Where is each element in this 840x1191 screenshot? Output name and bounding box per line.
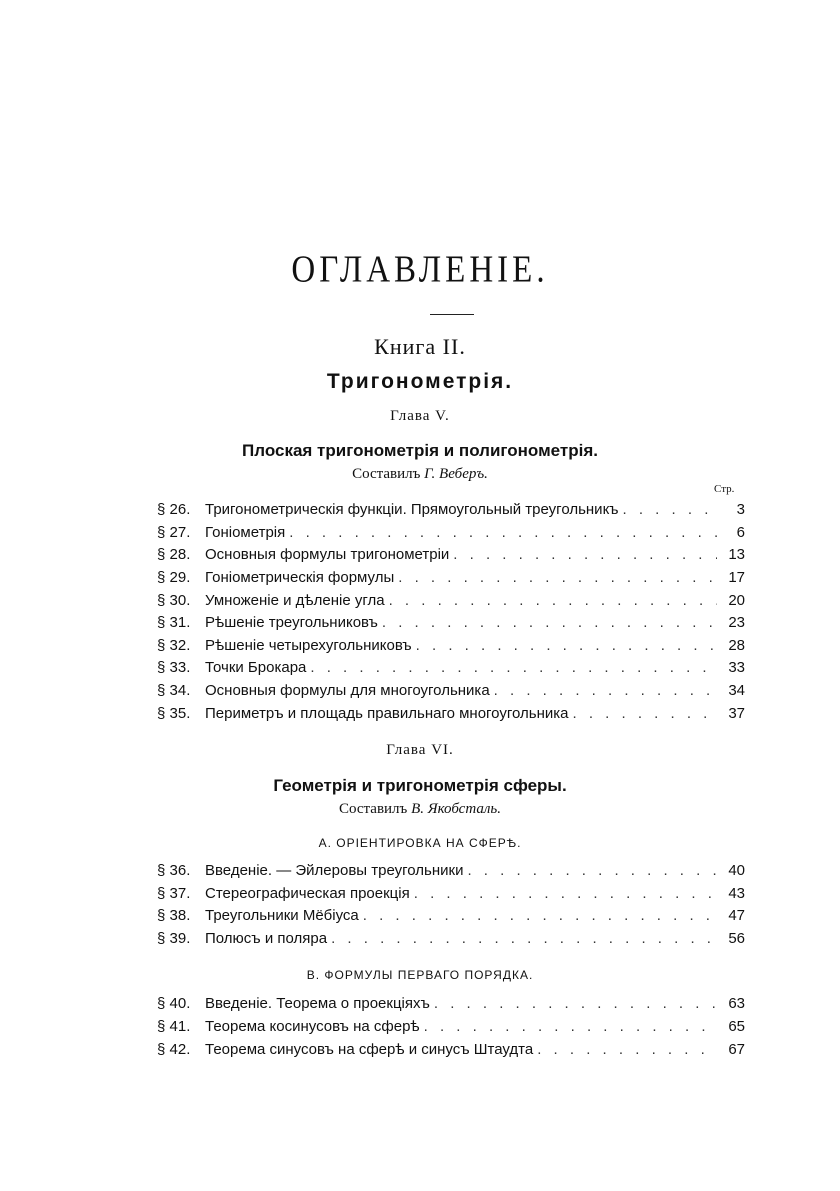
page-number: 17 (728, 569, 745, 586)
page-number: 40 (728, 862, 745, 879)
composer-prefix: Составилъ (352, 466, 421, 482)
toc-entry[interactable] (157, 614, 745, 636)
leader-dots (434, 995, 717, 1012)
section-title: Основныя формулы для многоугольника (205, 682, 490, 699)
page-number: 37 (728, 705, 745, 722)
leader-dots (398, 569, 717, 586)
toc-entry[interactable] (157, 592, 745, 614)
toc-entry[interactable] (157, 501, 745, 523)
page-number: 56 (728, 930, 745, 947)
leader-dots (623, 501, 717, 518)
toc-entry[interactable] (157, 705, 745, 727)
section-number: § 28. (157, 546, 191, 563)
section-number: § 41. (157, 1018, 191, 1035)
leader-dots (331, 930, 717, 947)
section-title: Тригонометрическія функціи. Прямоугольный треугольникъ (205, 501, 619, 518)
leader-dots (382, 614, 717, 631)
section-number: § 35. (157, 705, 191, 722)
subsection-title: В. ФОРМУЛЫ ПЕРВАГО ПОРЯДКА. (306, 968, 534, 982)
page-number: 3 (736, 501, 745, 518)
leader-dots (363, 907, 717, 924)
toc-entry[interactable] (157, 682, 745, 704)
chapter-label: Глава V. (390, 408, 450, 424)
composer-prefix: Составилъ (339, 801, 408, 817)
section-title: Рѣшеніе треугольниковъ (205, 614, 378, 631)
leader-dots (424, 1018, 717, 1035)
section-title: Рѣшеніе четырехугольниковъ (205, 637, 412, 654)
composer-line (0, 466, 840, 483)
chapter-title: Плоская тригонометрія и полигонометрія. (242, 441, 598, 460)
composer-name: В. Якобсталь. (411, 801, 501, 817)
page-number: 34 (728, 682, 745, 699)
chapter-title: Геометрія и тригонометрія сферы. (273, 776, 567, 795)
toc-entry[interactable] (157, 637, 745, 659)
section-title: Гоніометрія (205, 524, 286, 541)
page-number: 28 (728, 637, 745, 654)
page-number: 13 (728, 546, 745, 563)
section-number: § 40. (157, 995, 191, 1012)
leader-dots (310, 659, 717, 676)
toc-entry[interactable] (157, 907, 745, 929)
toc-entry[interactable] (157, 885, 745, 907)
section-number: § 34. (157, 682, 191, 699)
toc-entry[interactable] (157, 930, 745, 952)
section-number: § 37. (157, 885, 191, 902)
page-number: 6 (736, 524, 745, 541)
page-number: 63 (728, 995, 745, 1012)
leader-dots (537, 1041, 717, 1058)
composer-line (0, 801, 840, 818)
leader-dots (416, 637, 717, 654)
section-title: Основныя формулы тригонометріи (205, 546, 450, 563)
toc-entry[interactable] (157, 1018, 745, 1040)
page-number: 43 (728, 885, 745, 902)
section-number: § 29. (157, 569, 191, 586)
leader-dots (389, 592, 717, 609)
section-number: § 33. (157, 659, 191, 676)
section-number: § 30. (157, 592, 191, 609)
leader-dots (453, 546, 717, 563)
page-number: 47 (728, 907, 745, 924)
section-number: § 32. (157, 637, 191, 654)
section-number: § 26. (157, 501, 191, 518)
composer-name: Г. Веберъ. (424, 466, 488, 482)
chapter-label: Глава VI. (386, 742, 454, 758)
toc-entry[interactable] (157, 569, 745, 591)
section-title: Теорема синусовъ на сферѣ и синусъ Штаудта (205, 1041, 534, 1058)
page-number: 33 (728, 659, 745, 676)
section-title: Теорема косинусовъ на сферѣ (205, 1018, 420, 1035)
section-number: § 27. (157, 524, 191, 541)
section-title: Умноженіе и дѣленіе угла (205, 592, 385, 609)
section-title: Введеніе. — Эйлеровы треугольники (205, 862, 464, 879)
leader-dots (494, 682, 717, 699)
toc-entry[interactable] (157, 524, 745, 546)
section-title: Стереографическая проекція (205, 885, 410, 902)
page-number: 20 (728, 592, 745, 609)
leader-dots (572, 705, 717, 722)
toc-entry[interactable] (157, 546, 745, 568)
section-title: Полюсъ и поляра (205, 930, 328, 947)
toc-entry[interactable] (157, 1041, 745, 1063)
page-number: 23 (728, 614, 745, 631)
page-column-label: Стр. (714, 483, 735, 495)
book-label: Книга II. (374, 334, 466, 359)
leader-dots (414, 885, 717, 902)
toc-entry[interactable] (157, 659, 745, 681)
section-title: Треугольники Мёбіуса (205, 907, 359, 924)
section-number: § 31. (157, 614, 191, 631)
section-number: § 39. (157, 930, 191, 947)
section-title: Гоніометрическія формулы (205, 569, 395, 586)
page-number: 67 (728, 1041, 745, 1058)
section-title: Введеніе. Теорема о проекціяхъ (205, 995, 430, 1012)
section-number: § 42. (157, 1041, 191, 1058)
section-title: Периметръ и площадь правильнаго многоугольника (205, 705, 569, 722)
toc-entry[interactable] (157, 862, 745, 884)
heading-divider (430, 314, 474, 315)
section-title: Точки Брокара (205, 659, 307, 676)
leader-dots (289, 524, 717, 541)
subject-title: Тригонометрія. (326, 370, 514, 393)
section-number: § 38. (157, 907, 191, 924)
toc-heading: ОГЛАВЛЕНІЕ. (291, 249, 549, 291)
leader-dots (467, 862, 717, 879)
toc-entry[interactable] (157, 995, 745, 1017)
subsection-title: А. ОРІЕНТИРОВКА НА СФЕРѢ. (318, 836, 522, 850)
section-number: § 36. (157, 862, 191, 879)
page-number: 65 (728, 1018, 745, 1035)
